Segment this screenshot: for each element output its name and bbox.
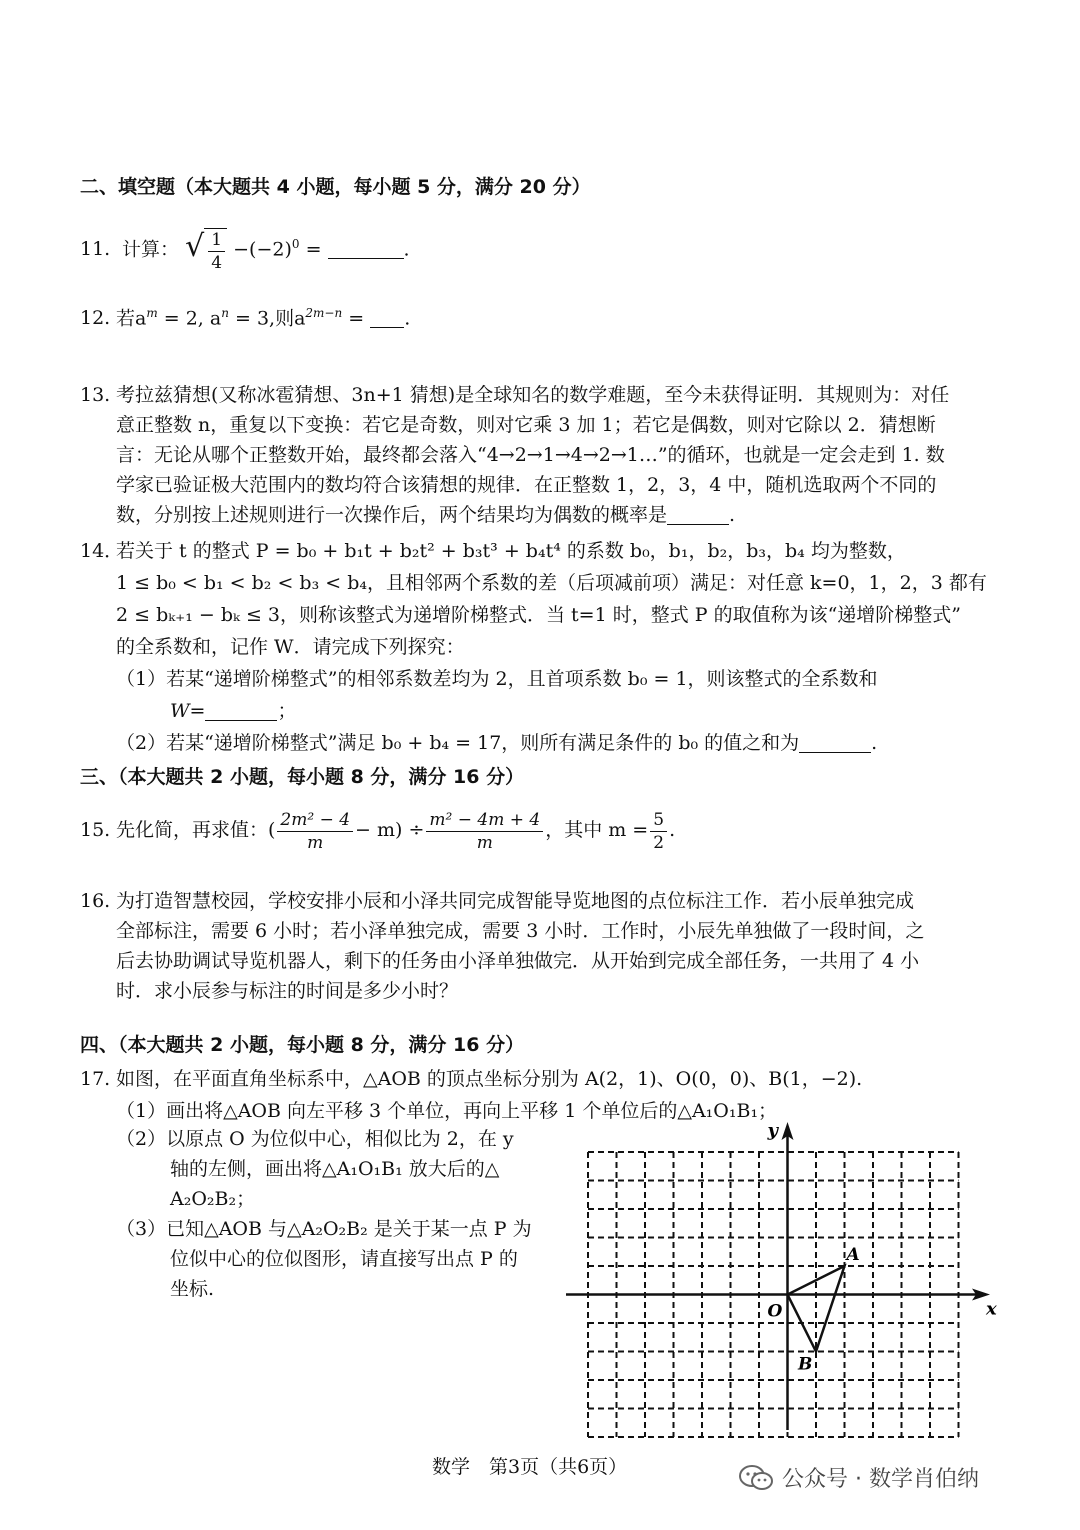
q14-w-label: W= <box>170 700 206 722</box>
q12-exp-pow: 2m−n <box>305 306 343 320</box>
q12-text: 若a <box>116 307 147 330</box>
question-number: 16. <box>80 890 111 912</box>
watermark-text: 公众号 · 数学肖伯纳 <box>782 1467 979 1492</box>
question-13-line-3: 言：无论从哪个正整数开始，最终都会落入“4→2→1→4→2→1…”的循环，也就是一定会走到 1. 数 <box>116 444 945 466</box>
q13-text: 数，分别按上述规则进行一次操作后，两个结果均为偶数的概率是 <box>116 504 668 526</box>
question-17-part-3a: （3）已知△AOB 与△A₂O₂B₂ 是关于某一点 P 为 <box>116 1218 532 1240</box>
q14-p1-end: ； <box>277 700 297 722</box>
question-number: 14． <box>80 540 124 562</box>
question-13-line-2: 意正整数 n，重复以下变换：若它是奇数，则对它乘 3 加 1；若它是偶数，则对它除以 2．猜想断 <box>116 414 936 436</box>
question-14-line-1 <box>80 536 906 566</box>
question-13-line-4: 学家已验证极大范围内的数均符合该猜想的规律．在正整数 1，2，3，4 中，随机选取两个不同的 <box>116 474 937 496</box>
question-12 <box>80 298 410 333</box>
origin-label: O <box>767 1301 783 1322</box>
triangle-aob-shape <box>788 1266 845 1352</box>
question-number: 13. <box>80 384 111 406</box>
q15-mid: − m) ÷ <box>355 819 425 841</box>
page-footer: 数学 第3页（共6页） <box>432 1456 628 1478</box>
q12-exp-m: m <box>146 306 158 320</box>
q13-end: . <box>729 504 736 526</box>
fraction-3 <box>650 809 667 854</box>
x-axis-label: x <box>986 1298 997 1320</box>
q14-p2-end: . <box>871 732 878 754</box>
question-13-line-5 <box>116 500 735 530</box>
watermark <box>738 1462 979 1493</box>
point-b-label: B <box>798 1354 813 1375</box>
question-14-line-4: 的全系数和，记作 W．请完成下列探究： <box>116 636 465 658</box>
coordinate-grid <box>560 1118 1000 1438</box>
section-4-title: 四、（本大题共 2 小题，每小题 8 分，满分 16 分） <box>80 1034 525 1056</box>
q15-end: . <box>669 819 676 841</box>
axes <box>566 1122 990 1430</box>
frac-denominator: 2 <box>653 832 665 853</box>
question-14-part-1-answer <box>170 696 296 726</box>
frac-denominator: 4 <box>211 252 223 273</box>
question-16-line-2: 全部标注，需要 6 小时；若小泽单独完成，需要 3 小时．工作时，小辰先单独做了一段时间，之 <box>116 920 925 942</box>
frac-numerator: m² − 4m + 4 <box>426 809 543 832</box>
sqrt-expression: √ $\frac{1}{4}$ <box>185 227 227 274</box>
q12-eq1: = 2, a <box>157 307 222 330</box>
answer-blank[interactable] <box>370 307 404 328</box>
question-14-part-2 <box>116 728 877 758</box>
answer-blank[interactable] <box>799 732 871 753</box>
q16-text: 为打造智慧校园，学校安排小辰和小泽共同完成智能导览地图的点位标注工作．若小辰单独完成 <box>116 890 915 912</box>
fraction-1 <box>277 809 353 854</box>
question-15 <box>80 804 675 856</box>
question-16-line-1 <box>80 886 914 916</box>
q13-text: 考拉兹猜想(又称冰雹猜想、3n+1 猜想)是全球知名的数学难题，至今未获得证明．其规则为：对任 <box>116 384 950 406</box>
q14-p2-text: （2）若某“递增阶梯整式”满足 b₀ + b₄ = 17，则所有满足条件的 b₀ 的值之和为 <box>116 732 800 754</box>
question-number: 17. <box>80 1068 111 1090</box>
question-number: 11. <box>80 238 111 261</box>
question-number: 15. <box>80 819 111 841</box>
wechat-icon <box>738 1464 774 1492</box>
question-16-line-3: 后去协助调试导览机器人，剩下的任务由小泽单独做完．从开始到完成全部任务，一共用了 4 小 <box>116 950 920 972</box>
q11-exponent: 0 <box>291 237 300 251</box>
question-17-part-2a: （2）以原点 O 为位似中心，相似比为 2，在 y <box>116 1128 514 1150</box>
y-axis-label: y <box>767 1120 778 1141</box>
frac-denominator: m <box>476 832 493 853</box>
fraction-2 <box>426 809 543 854</box>
frac-denominator: m <box>307 832 324 853</box>
frac-numerator: 5 <box>650 809 667 832</box>
q11-end: . <box>403 238 410 261</box>
question-17-part-3b: 位似中心的位似图形，请直接写出点 P 的 <box>170 1248 518 1270</box>
question-17-part-3c: 坐标. <box>170 1278 215 1300</box>
q12-eq3: = <box>342 307 371 330</box>
q15-suffix: ，其中 m = <box>545 819 649 841</box>
q11-eq: = <box>305 238 322 261</box>
question-17-part-1: （1）画出将△AOB 向左平移 3 个单位，再向上平移 1 个单位后的△A₁O₁B₁； <box>116 1100 778 1122</box>
answer-blank[interactable] <box>205 700 277 721</box>
answer-blank[interactable] <box>328 238 404 259</box>
question-17-part-2b: 轴的左侧，画出将△A₁O₁B₁ 放大后的△ <box>170 1158 500 1180</box>
question-16-line-4: 时．求小辰参与标注的时间是多少小时？ <box>116 980 459 1002</box>
question-14-line-3: 2 ≤ bₖ₊₁ − bₖ ≤ 3，则称该整式为递增阶梯整式．当 t=1 时，整式 P 的取值称为该“递增阶梯整式” <box>116 604 962 626</box>
q11-mid: −(−2) <box>233 238 292 261</box>
question-17-part-2c: A₂O₂B₂； <box>170 1188 256 1210</box>
section-3-title: 三、（本大题共 2 小题，每小题 8 分，满分 16 分） <box>80 766 525 788</box>
question-14-part-1: （1）若某“递增阶梯整式”的相邻系数差均为 2，且首项系数 b₀ = 1，则该整式的全系数和 <box>116 668 878 690</box>
q11-prefix: 计算： <box>122 238 180 261</box>
triangle-aob <box>788 1266 845 1352</box>
question-number: 12. <box>80 307 111 330</box>
question-11 <box>80 224 410 274</box>
answer-blank[interactable] <box>667 504 729 525</box>
q12-exp-n: n <box>221 306 229 320</box>
question-13-line-1 <box>80 380 949 410</box>
question-17-line-1 <box>80 1064 862 1094</box>
q15-prefix: 先化简，再求值：( <box>116 819 276 841</box>
q14-text: 若关于 t 的整式 P = b₀ + b₁t + b₂t² + b₃t³ + b₄t⁴ 的系数 b₀，b₁，b₂，b₃，b₄ 均为整数， <box>116 540 906 562</box>
question-14-line-2: 1 ≤ b₀ < b₁ < b₂ < b₃ < b₄，且相邻两个系数的差（后项减前项）满足：对任意 k=0，1，2，3 都有 <box>116 572 987 594</box>
frac-numerator: 2m² − 4 <box>277 809 353 832</box>
q12-end: . <box>404 307 411 330</box>
frac-numerator: 1 <box>208 229 225 252</box>
point-a-label: A <box>846 1245 860 1265</box>
section-2-title: 二、填空题（本大题共 4 小题，每小题 5 分，满分 20 分） <box>80 176 591 198</box>
q12-eq2: = 3,则a <box>228 307 306 330</box>
q17-text: 如图，在平面直角坐标系中，△AOB 的顶点坐标分别为 A(2，1)、O(0，0)、B(1，−2). <box>116 1068 863 1090</box>
